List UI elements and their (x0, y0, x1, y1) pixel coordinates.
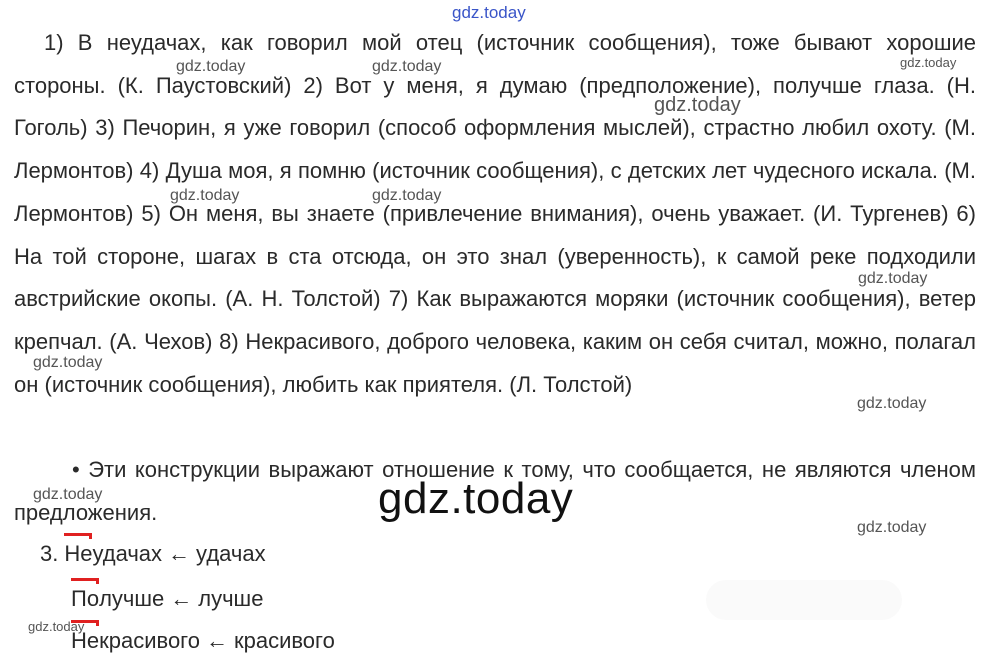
prefix-mark: Не (71, 626, 99, 656)
word-formation-item (71, 626, 335, 656)
watermark: gdz.today (452, 3, 526, 22)
watermark: gdz.today (28, 619, 85, 634)
word-rest: красивого (99, 628, 200, 653)
prefix-mark: По (71, 584, 99, 614)
watermark: gdz.today (33, 354, 103, 371)
watermark: gdz.today (176, 58, 246, 75)
prefix-mark: Не (64, 539, 92, 569)
word-formation-item (40, 539, 266, 569)
base-word: удачах (196, 541, 266, 566)
left-arrow-icon: ← (205, 628, 228, 653)
left-arrow-icon: ← (170, 586, 193, 611)
word-formation-item (71, 584, 263, 614)
base-word: красивого (233, 628, 335, 653)
word-rest: лучше (99, 586, 165, 611)
watermark: gdz.today (33, 486, 103, 503)
watermark: gdz.today (857, 519, 927, 536)
task-number: 3. (40, 541, 59, 566)
watermark: gdz.today (900, 55, 957, 70)
watermark: gdz.today (858, 270, 928, 287)
faded-overlay (706, 580, 902, 620)
left-arrow-icon: ← (168, 541, 191, 566)
watermark: gdz.today (372, 187, 442, 204)
watermark: gdz.today (857, 395, 927, 412)
watermark: gdz.today (378, 474, 574, 523)
base-word: лучше (198, 586, 264, 611)
examples-paragraph: 1) В неудачах, как говорил мой отец (источник сообщения), тоже бывают хорошие стороны. (К. Паустовский) 2) Вот у меня, я думаю (предположение), получше глаза. (Н. Гоголь) 3) Печорин, я уже говорил (способ оформления мыслей), страстно любил охоту. (М. Лермонтов) 4) Душа моя, я помню (источник сообщения), с детских лет чудесного искала. (М. Лермонтов) 5) Он меня, вы знаете (привлечение внимания), очень уважает. (И. Тургенев) 6) На той стороне, шагах в ста отсюда, он это знал (уверенность), к самой реке подходили австрийские окопы. (А. Н. Толстой) 7) Как выражаются моряки (источник сообщения), ветер крепчал. (А. Чехов) 8) Некрасивого, доброго человека, каким он себя считал, можно, полагал он (источник сообщения), любить как приятеля. (Л. Толстой) (14, 30, 976, 397)
watermark: gdz.today (372, 58, 442, 75)
word-rest: удачах (92, 541, 163, 566)
watermark: gdz.today (170, 187, 240, 204)
conclusion-paragraph: • Эти конструкции выражают отношение к тому, что сообщается, не являются членом предложения. (14, 457, 976, 525)
watermark: gdz.today (654, 94, 741, 116)
